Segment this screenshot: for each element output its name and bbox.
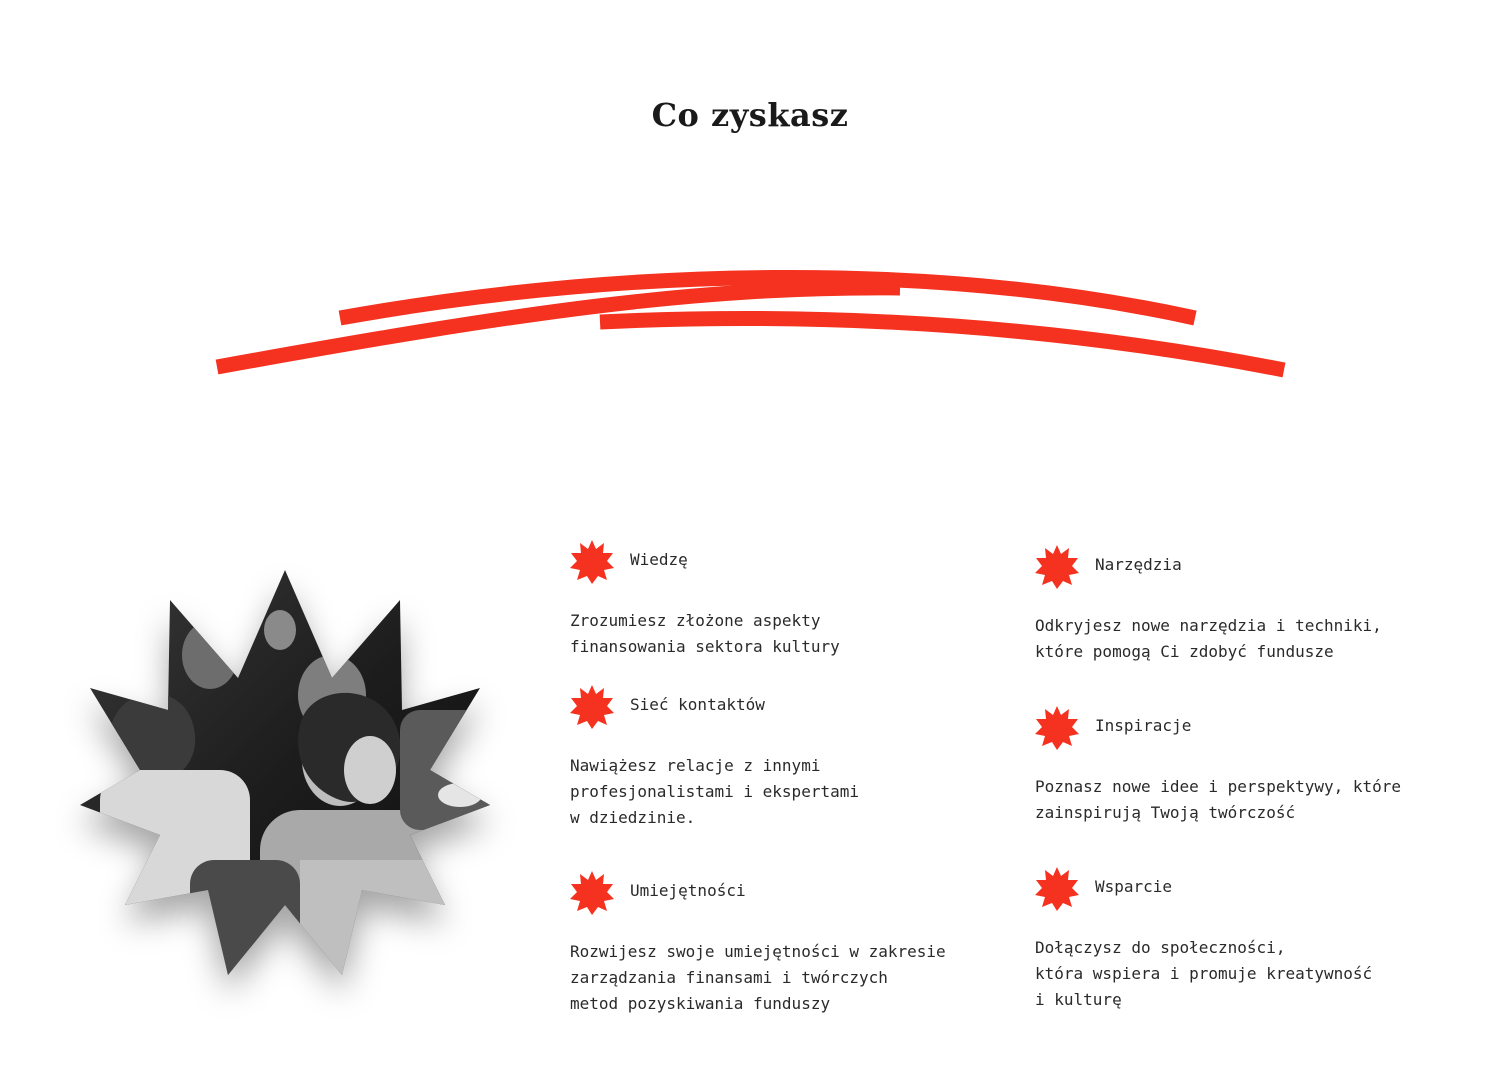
feature-umiejetnosci — [570, 871, 990, 1017]
red-burst-icon — [570, 685, 614, 729]
feature-title: Narzędzia — [1095, 554, 1182, 574]
red-swoosh-decoration — [0, 250, 1500, 400]
red-burst-icon — [1035, 706, 1079, 750]
feature-description: Nawiążesz relacje z innymi profesjonalistami i ekspertami w dziedzinie. — [570, 756, 859, 827]
feature-description: Poznasz nowe idee i perspektywy, które zainspirują Twoją twórczość — [1035, 777, 1402, 822]
feature-title: Wsparcie — [1095, 876, 1173, 896]
feature-description: Odkryjesz nowe narzędzia i techniki, które pomogą Ci zdobyć fundusze — [1035, 616, 1382, 661]
red-burst-icon — [570, 871, 614, 915]
feature-wsparcie — [1035, 867, 1455, 1013]
feature-inspiracje — [1035, 706, 1455, 826]
feature-siec-kontaktow — [570, 685, 990, 831]
feature-title: Sieć kontaktów — [630, 694, 765, 714]
feature-title: Inspiracje — [1095, 715, 1192, 735]
feature-title: Wiedzę — [630, 549, 688, 569]
feature-description: Zrozumiesz złożone aspekty finansowania sektora kultury — [570, 611, 840, 656]
red-burst-icon — [1035, 867, 1079, 911]
feature-description: Dołączysz do społeczności, która wspiera i promuje kreatywność i kulturę — [1035, 938, 1373, 1009]
feature-wiedze — [570, 540, 990, 660]
section-title: Co zyskasz — [651, 96, 849, 134]
red-burst-icon — [570, 540, 614, 584]
red-burst-icon — [1035, 545, 1079, 589]
audience-photo-star — [70, 560, 500, 990]
feature-title: Umiejętności — [630, 880, 746, 900]
feature-description: Rozwijesz swoje umiejętności w zakresie zarządzania finansami i twórczych metod pozyskiwania funduszy — [570, 942, 946, 1013]
feature-narzedzia — [1035, 545, 1455, 665]
